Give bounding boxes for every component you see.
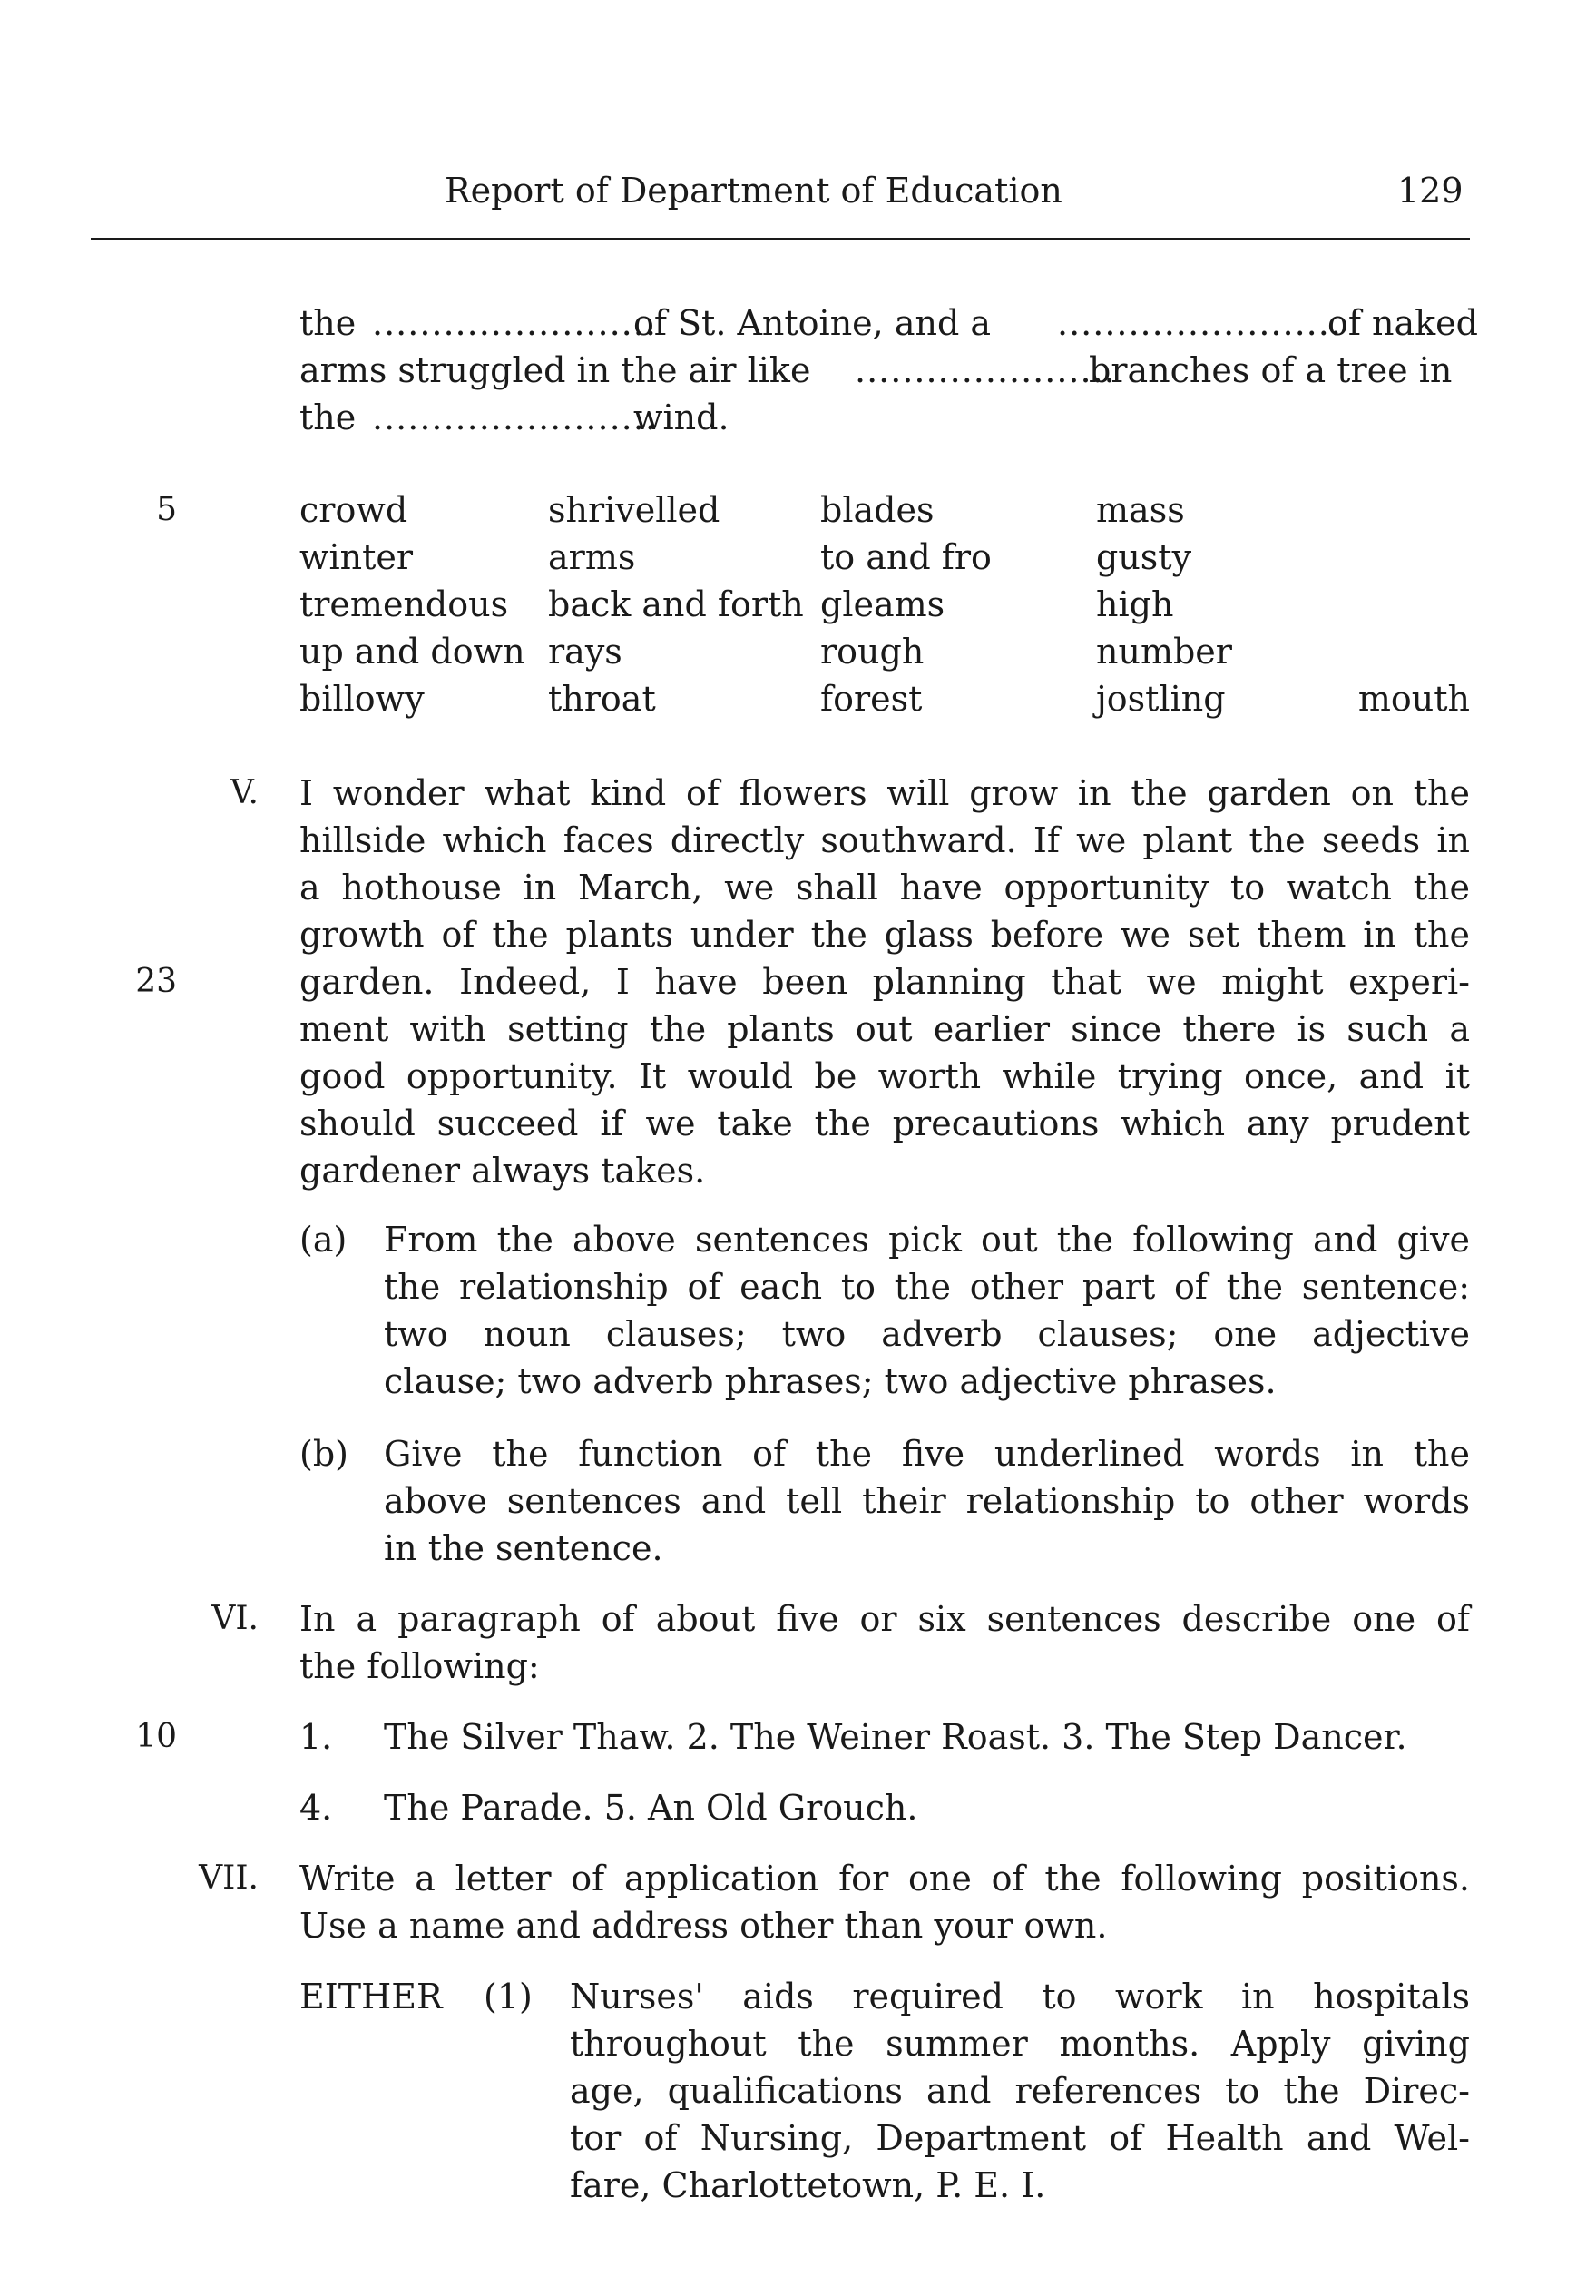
option-1-number: (1) — [484, 1977, 533, 2016]
part-b-text — [384, 1430, 1470, 1572]
part-b-line: in the sentence. — [384, 1528, 663, 1568]
part-b-line: above sentences and tell their relationship to other words — [384, 1481, 1470, 1521]
part-a-line: clause; two adverb phrases; two adjective phrases. — [384, 1361, 1277, 1401]
word-list-row: crowd shrivelled blades mass — [299, 490, 1185, 530]
either-label: EITHER — [299, 1977, 443, 2016]
question-V-passage — [299, 770, 1470, 1194]
option-1-line: tor of Nursing, Department of Health and Wel- — [570, 2118, 1470, 2158]
passage-line: growth of the plants under the glass before we set them in the — [299, 915, 1470, 955]
q6-item-2-text: The Parade. 5. An Old Grouch. — [384, 1788, 918, 1828]
page-number: 129 — [1397, 171, 1464, 211]
running-header: Report of Department of Education — [445, 171, 1062, 211]
question-VI-text — [299, 1595, 1470, 1690]
question-VI-line: the following: — [299, 1646, 540, 1686]
question-VI-line: In a paragraph of about five or six sentences describe one of — [299, 1599, 1470, 1639]
part-b-line: Give the function of the five underlined words in the — [384, 1434, 1470, 1474]
part-a-line: the relationship of each to the other part of the sentence: — [384, 1267, 1470, 1307]
question-VII-line: Write a letter of application for one of the following positions. — [299, 1859, 1470, 1899]
passage-line: hillside which faces directly southward. If we plant the seeds in — [299, 820, 1470, 860]
q6-item-2-number: 4. — [299, 1788, 333, 1828]
passage-line: good opportunity. It would be worth while trying once, and it — [299, 1056, 1470, 1096]
cloze-line-2: arms struggled in the air like ...................... branches of a tree in — [299, 350, 1453, 390]
passage-line: ment with setting the plants out earlier since there is such a — [299, 1009, 1470, 1049]
option-1-line: Nurses' aids required to work in hospitals — [570, 1977, 1470, 2016]
margin-question-VI: VI. — [211, 1600, 259, 1637]
part-a-line: two noun clauses; two adverb clauses; one adjective — [384, 1314, 1470, 1354]
part-a-label: (a) — [299, 1220, 348, 1260]
passage-line: I wonder what kind of flowers will grow in the garden on the — [299, 773, 1470, 813]
question-VII-text — [299, 1855, 1470, 1949]
word-list-row: winter arms to and fro gusty — [299, 537, 1192, 577]
option-1-line: throughout the summer months. Apply giving — [570, 2024, 1470, 2064]
passage-line: garden. Indeed, I have been planning that we might experi- — [299, 962, 1470, 1002]
word-list-row: tremendous back and forth gleams high — [299, 584, 1174, 624]
margin-question-V: V. — [230, 774, 259, 811]
option-1-text — [570, 1973, 1470, 2209]
question-VII-line: Use a name and address other than your own. — [299, 1906, 1108, 1946]
header-rule — [91, 238, 1470, 240]
word-list-row: billowy throat forest jostling mouth — [299, 679, 1470, 719]
passage-line: should succeed if we take the precautions which any prudent — [299, 1104, 1470, 1143]
passage-line: gardener always takes. — [299, 1151, 706, 1191]
q6-item-1-text: The Silver Thaw. 2. The Weiner Roast. 3. The Step Dancer. — [384, 1717, 1407, 1757]
margin-mark-10: 10 — [135, 1718, 177, 1755]
word-list-row: up and down rays rough number — [299, 632, 1232, 672]
cloze-line-1: the ........................ of St. Antoine, and a ........................ of naked — [299, 303, 1478, 343]
part-a-text — [384, 1216, 1470, 1405]
margin-question-VII: VII. — [199, 1859, 259, 1897]
cloze-line-3: the ........................ wind. — [299, 397, 729, 437]
option-1-line: age, qualifications and references to the Direc- — [570, 2071, 1470, 2111]
margin-mark-5: 5 — [156, 491, 177, 528]
part-b-label: (b) — [299, 1434, 348, 1474]
option-1-line: fare, Charlottetown, P. E. I. — [570, 2165, 1046, 2205]
margin-mark-23: 23 — [135, 963, 177, 1000]
q6-item-1-number: 1. — [299, 1717, 333, 1757]
passage-line: a hothouse in March, we shall have opportunity to watch the — [299, 868, 1470, 908]
part-a-line: From the above sentences pick out the following and give — [384, 1220, 1470, 1260]
